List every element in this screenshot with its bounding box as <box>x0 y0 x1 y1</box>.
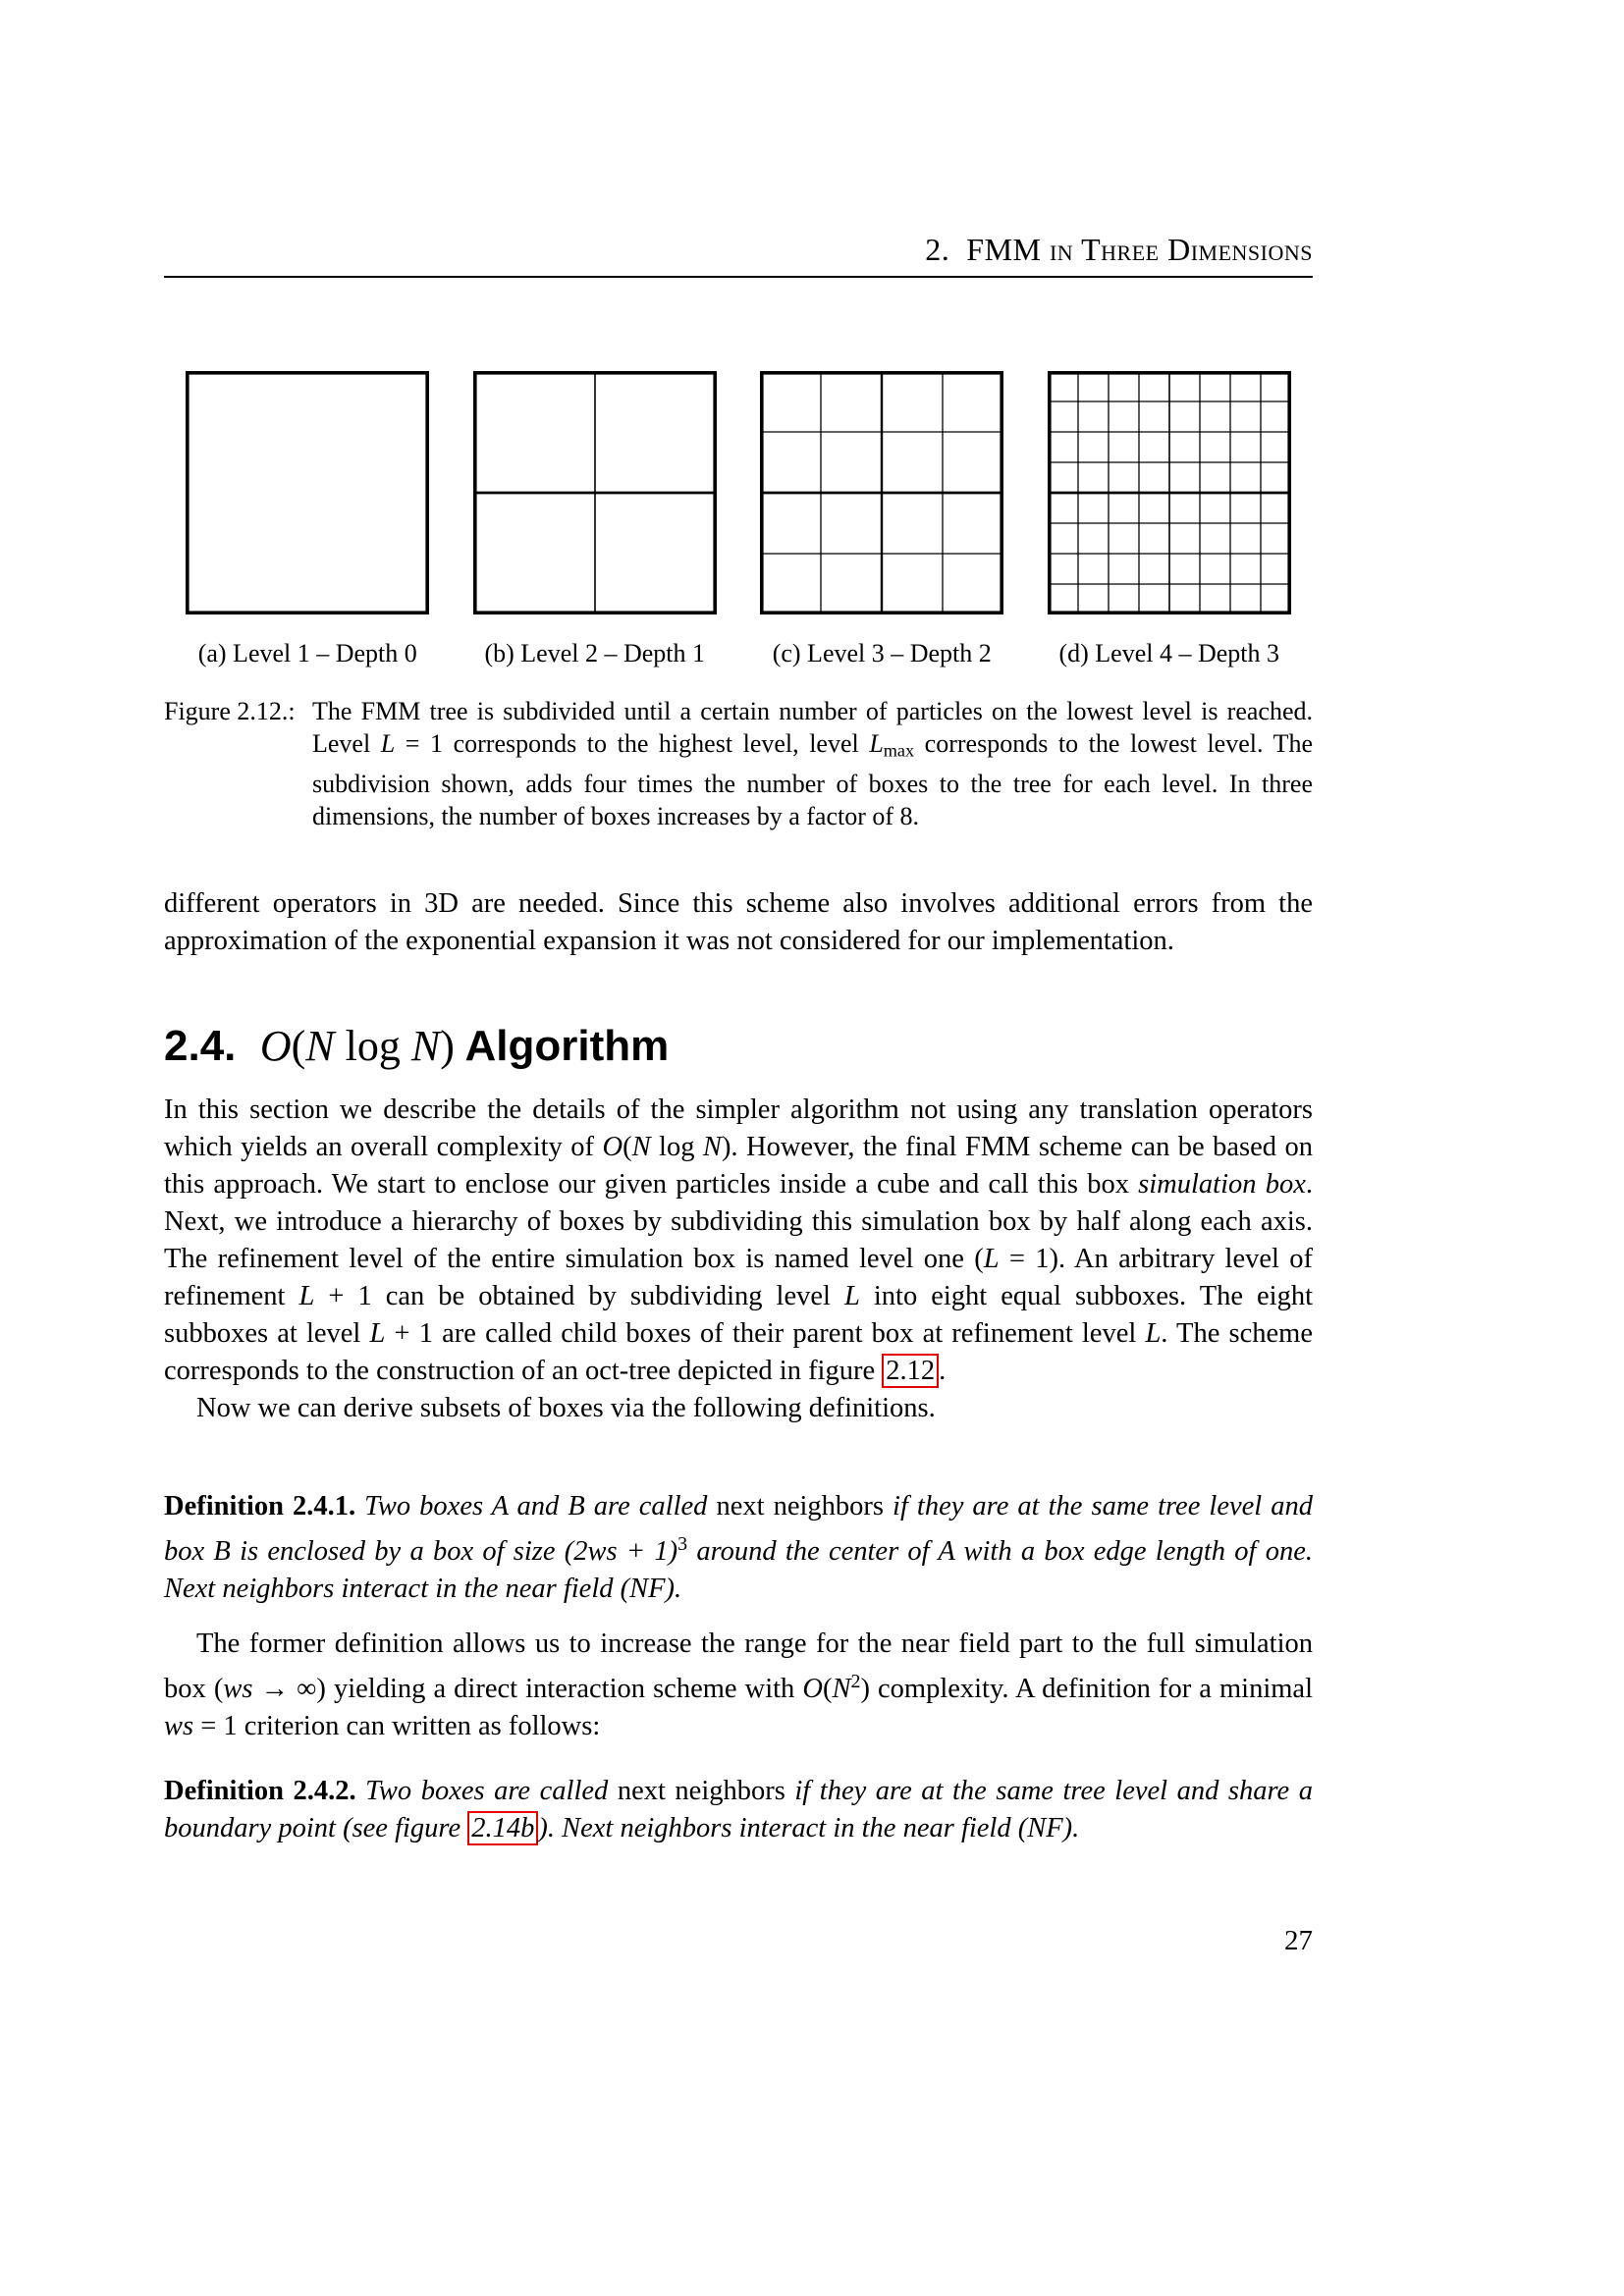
running-header: 2. FMM in Three Dimensions <box>164 232 1313 278</box>
text-segment: = 1). An arbitrary level of refinement <box>164 1244 1313 1311</box>
grid-level-4-diagram <box>1048 371 1291 614</box>
text-segment: = 1 corresponds to the highest level, level <box>395 729 870 758</box>
text-segment: The FMM tree is subdivided until a certain number of particles on the lowest level is reached. Level <box>312 697 1313 758</box>
grid-level-1-diagram <box>186 371 429 614</box>
grid-level-2-diagram <box>473 371 717 614</box>
text-segment: O <box>602 1132 623 1162</box>
text-segment: if they are at the same tree level and share a boundary point (see figure <box>164 1776 1314 1843</box>
figure-caption <box>164 695 1313 832</box>
text-segment: different operators in 3D are needed. Since this scheme also involves additional errors from the approximation of the exponential expansion it was not considered for our implementation. <box>164 888 1313 956</box>
text-segment: + 1 can be obtained by subdividing level <box>314 1281 844 1311</box>
text-segment <box>355 1491 364 1522</box>
text-segment: Algorithm <box>454 1022 670 1070</box>
text-segment: 3 <box>677 1533 688 1555</box>
definition-2-4-2 <box>164 1773 1313 1847</box>
text-segment: log <box>650 1132 703 1162</box>
text-segment: 2 <box>850 1671 861 1692</box>
text-segment: ws <box>164 1710 194 1741</box>
text-segment: ( <box>822 1673 833 1704</box>
grid-level-3-diagram <box>760 371 1003 614</box>
text-segment: next neighbors <box>716 1491 884 1522</box>
text-segment: Definition 2.4.2. <box>164 1776 356 1806</box>
figure-ref-link[interactable]: 2.12 <box>882 1354 939 1388</box>
text-segment: The former definition allows us to increase the range for the near field part to the full simulation box ( <box>164 1629 1313 1704</box>
text-segment: ) complexity. A definition for a minimal <box>860 1673 1314 1704</box>
text-segment: In this section we describe the details of the simpler algorithm not using any translation operators which yields an overall complexity of <box>164 1095 1313 1162</box>
text-segment: N <box>305 1022 335 1070</box>
text-segment: N <box>832 1673 851 1704</box>
text-segment: L <box>1145 1318 1162 1349</box>
text-segment: L <box>298 1281 315 1311</box>
text-segment: corresponds to the lowest level. The subdivision shown, adds four times the number of boxes to the tree for each level. In three dimensions, the number of boxes increases by a factor of 8. <box>312 729 1314 830</box>
paragraph-main <box>164 1092 1313 1390</box>
text-segment: Two boxes are called <box>365 1776 618 1806</box>
text-segment: simulation box <box>1138 1169 1306 1200</box>
text-segment: . <box>939 1356 947 1386</box>
subfigure-d-caption: (d) Level 4 – Depth 3 <box>1058 639 1280 667</box>
text-segment: Two boxes A and B are called <box>364 1491 717 1522</box>
text-segment: Definition 2.4.1. <box>164 1491 356 1522</box>
paragraph-former-definition <box>164 1626 1313 1745</box>
text-segment: ( <box>623 1132 632 1162</box>
text-segment: next neighbors <box>617 1776 785 1806</box>
subfigure-c-caption: (c) Level 3 – Depth 2 <box>772 639 992 667</box>
figure-2-12-panel <box>164 371 1313 668</box>
text-segment: . Next, we introduce a hierarchy of boxes by subdividing this simulation box by half along each axis. The refinement level of the entire simulation box is named level one ( <box>164 1169 1313 1274</box>
text-segment: around the center of A with a box edge length of one. Next neighbors interact in the near field (NF). <box>164 1535 1313 1604</box>
paragraph-intro <box>164 885 1313 960</box>
text-segment: L <box>380 729 396 758</box>
text-segment: log <box>334 1022 411 1070</box>
text-segment: + 1 are called child boxes of their parent box at refinement level <box>385 1318 1146 1349</box>
text-segment: max <box>883 740 915 761</box>
figure-caption-label: Figure 2.12.: <box>164 697 296 725</box>
section-heading-2-4 <box>164 1019 1313 1074</box>
text-segment: ws <box>223 1673 253 1704</box>
figure-caption-text <box>312 695 1313 832</box>
text-segment: ). Next neighbors interact in the near field (NF). <box>538 1813 1080 1843</box>
text-segment <box>356 1776 366 1806</box>
page-number: 27 <box>1284 1925 1313 1956</box>
text-segment: ) <box>440 1022 455 1070</box>
text-segment: if they are at the same tree level and box B is enclosed by a box of size (2ws + 1) <box>164 1491 1313 1567</box>
text-segment: into eight equal subboxes. The eight subboxes at level <box>164 1281 1314 1349</box>
text-segment: ). However, the final FMM scheme can be based on this approach. We start to enclose our given particles inside a cube and call this box <box>164 1132 1313 1200</box>
paragraph-now-derive: Now we can derive subsets of boxes via the following definitions. <box>196 1393 936 1423</box>
subfigure-d <box>1048 371 1291 668</box>
text-segment: O <box>802 1673 823 1704</box>
text-segment: = 1 criterion can written as follows: <box>193 1710 601 1741</box>
subfigure-b <box>473 371 717 668</box>
text-segment: ( <box>291 1022 306 1070</box>
figure-ref-link[interactable]: 2.14b <box>467 1811 538 1845</box>
subfigure-a <box>186 371 429 668</box>
text-segment: 2.4. <box>164 1022 260 1070</box>
text-segment: → ∞) yielding a direct interaction scheme with <box>252 1673 803 1704</box>
main-text-block <box>164 1092 1313 1427</box>
text-segment: O <box>259 1022 292 1070</box>
subfigure-a-caption: (a) Level 1 – Depth 0 <box>197 639 417 667</box>
subfigure-c <box>760 371 1003 668</box>
text-segment: N <box>631 1132 651 1162</box>
text-segment: N <box>702 1132 722 1162</box>
text-segment: N <box>410 1022 441 1070</box>
text-segment: L <box>983 1244 1000 1274</box>
subfigure-b-caption: (b) Level 2 – Depth 1 <box>484 639 706 667</box>
text-segment: L <box>843 1281 860 1311</box>
text-segment: . The scheme corresponds to the construction of an oct-tree depicted in figure <box>164 1318 1313 1386</box>
text-segment: L <box>369 1318 386 1349</box>
definition-2-4-1 <box>164 1488 1313 1608</box>
text-segment: L <box>869 729 884 758</box>
